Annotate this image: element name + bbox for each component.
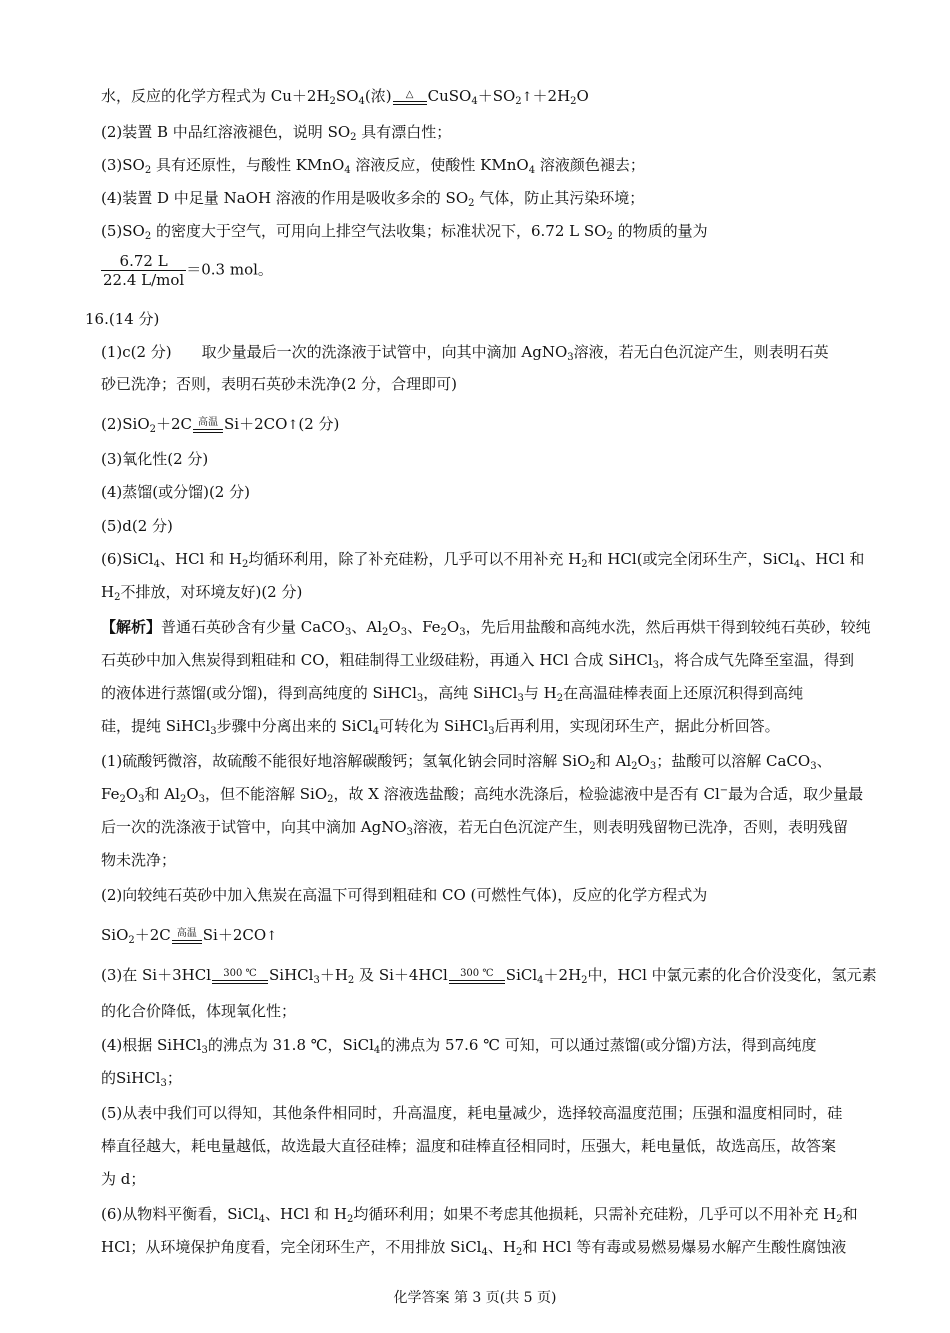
explain-5-line-1: (5)从表中我们可以得知，其他条件相同时，升高温度，耗电量减少，选择较高温度范围；压强和温度相同时，硅	[101, 1104, 843, 1122]
analysis-line-3: 的液体进行蒸馏(或分馏)，得到高纯度的 SiHCl$_3$，高纯 SiHCl$_3$与 $H_2$在高温硅棒表面上还原沉积得到高纯	[101, 684, 804, 704]
explain-6-line-1: (6)从物料平衡看，SiCl$_4$、HCl 和 $H_2$均循环利用；如果不考虑其他损耗，只需补充硅粉，几乎可以不用补充 $H_2$和	[101, 1205, 858, 1225]
gas-arrow-icon: ↑	[287, 418, 299, 433]
q16-heading: 16.(14 分)	[85, 310, 160, 328]
analysis-line-1: 【解析】普通石英砂含有少量 CaCO$_3$、$Al_2O_3$、$Fe_2O_3$，先后用盐酸和高纯水洗，然后再烘干得到较纯石英砂，较纯	[101, 618, 871, 638]
q16-answer-6-cont: $H_2$不排放，对环境友好)(2 分)	[101, 583, 303, 603]
gas-arrow-icon: ↑	[521, 90, 533, 105]
explain-1-line-2: $Fe_2O_3$和 $Al_2O_3$，但不能溶解 SiO$_2$，故 X 溶液选盐酸；高纯水洗涤后，检验滤液中是否有 Cl−最为合适，取少量最	[101, 785, 864, 805]
explain-6-line-2: HCl；从环境保护角度看，完全闭环生产，不用排放 SiCl$_4$、$H_2$和 HCl 等有毒或易燃易爆易水解产生酸性腐蚀液	[101, 1238, 847, 1258]
explain-2-equation: SiO$_2$＋2C 高温 Si＋2CO↑	[101, 926, 278, 946]
explain-4-line-1: (4)根据 SiHCl$_3$的沸点为 31.8 ℃，SiCl$_4$的沸点为 57.6 ℃ 可知，可以通过蒸馏(或分馏)方法，得到高纯度	[101, 1036, 817, 1056]
q16-answer-1-cont: 砂已洗净；否则，表明石英砂未洗净(2 分，合理即可)	[101, 375, 458, 393]
analysis-line-2: 石英砂中加入焦炭得到粗硅和 CO，粗硅制得工业级硅粉，再通入 HCl 合成 SiHCl$_3$，将合成气先降至室温，得到	[101, 651, 855, 671]
q15-answer-4: (4)装置 D 中足量 NaOH 溶液的作用是吸收多余的 $SO_2$ 气体，防止其污染环境；	[101, 189, 645, 209]
gas-arrow-icon: ↑	[266, 929, 278, 944]
explain-5-line-3: 为 d；	[101, 1170, 146, 1188]
explain-1-line-3: 后一次的洗涤液于试管中，向其中滴加 AgNO$_3$溶液，若无白色沉淀产生，则表明残留物已洗净，否则，表明残留	[101, 818, 849, 838]
q15-answer-3: $(3)SO_2$ 具有还原性，与酸性 KMnO$_4$ 溶液反应，使酸性 KMnO$_4$ 溶液颜色褪去；	[101, 156, 645, 176]
q16-answer-4: (4)蒸馏(或分馏)(2 分)	[101, 483, 250, 501]
explain-1-line-4: 物未洗净；	[101, 851, 177, 869]
explain-4-line-2: 的SiHCl$_3$；	[101, 1069, 182, 1089]
explain-3-line-1: (3)在 Si＋3HCl 300 ℃ $SiHCl_3+H_2$ 及 Si＋4HCl 300 ℃ $SiCl_4+2H_2$中，HCl 中氯元素的化合价没变化，氢元素	[101, 966, 877, 986]
q16-answer-3: (3)氧化性(2 分)	[101, 450, 209, 468]
explain-5-line-2: 棒直径越大，耗电量越低，故选最大直径硅棒；温度和硅棒直径相同时，压强大，耗电量低，故选高压，故答案	[101, 1137, 837, 1155]
explain-1-line-1: (1)硫酸钙微溶，故硫酸不能很好地溶解碳酸钙；氢氧化钠会同时溶解 SiO$_2$和 $Al_2O_3$；盐酸可以溶解 CaCO$_3$、	[101, 752, 832, 772]
analysis-label: 【解析】	[101, 618, 162, 636]
q15-answer-2: (2)装置 B 中品红溶液褪色，说明 $SO_2$ 具有漂白性；	[101, 123, 452, 143]
explain-3-line-2: 的化合价降低，体现氧化性；	[101, 1002, 297, 1020]
q16-answer-5: (5)d(2 分)	[101, 517, 173, 535]
page-footer: 化学答案 第 3 页(共 5 页)	[393, 1290, 557, 1306]
q15-fraction: $\frac{6.72 L}{\text{22.4 L/mol}}$ ＝0.3 mol。	[103, 252, 273, 289]
q15-equation-line: 水，反应的化学方程式为 $Cu+2H_2SO_4$(浓) △ $CuSO_4+SO_2↑+2H_2O$	[101, 87, 589, 107]
analysis-line-4: 硅，提纯 SiHCl$_3$步骤中分离出来的 SiCl$_4$可转化为 SiHCl$_3$后再利用，实现闭环生产，据此分析回答。	[101, 717, 780, 737]
q15-answer-5: $(5)SO_2$ 的密度大于空气，可用向上排空气法收集；标准状况下，6.72 L $SO_2$ 的物质的量为	[101, 222, 708, 242]
q16-answer-2: (2)SiO$_2$＋2C 高温 Si＋2CO↑(2 分)	[101, 415, 340, 435]
q16-answer-1: (1)c(2 分) 取少量最后一次的洗涤液于试管中，向其中滴加 AgNO$_3$溶液，若无白色沉淀产生，则表明石英	[101, 343, 829, 363]
q16-answer-6: (6)SiCl$_4$、HCl 和 $H_2$均循环利用，除了补充硅粉，几乎可以不用补充 $H_2$和 HCl(或完全闭环生产，SiCl$_4$、HCl 和	[101, 550, 865, 570]
explain-2-line-1: (2)向较纯石英砂中加入焦炭在高温下可得到粗硅和 CO (可燃性气体)，反应的化学方程式为	[101, 886, 708, 904]
